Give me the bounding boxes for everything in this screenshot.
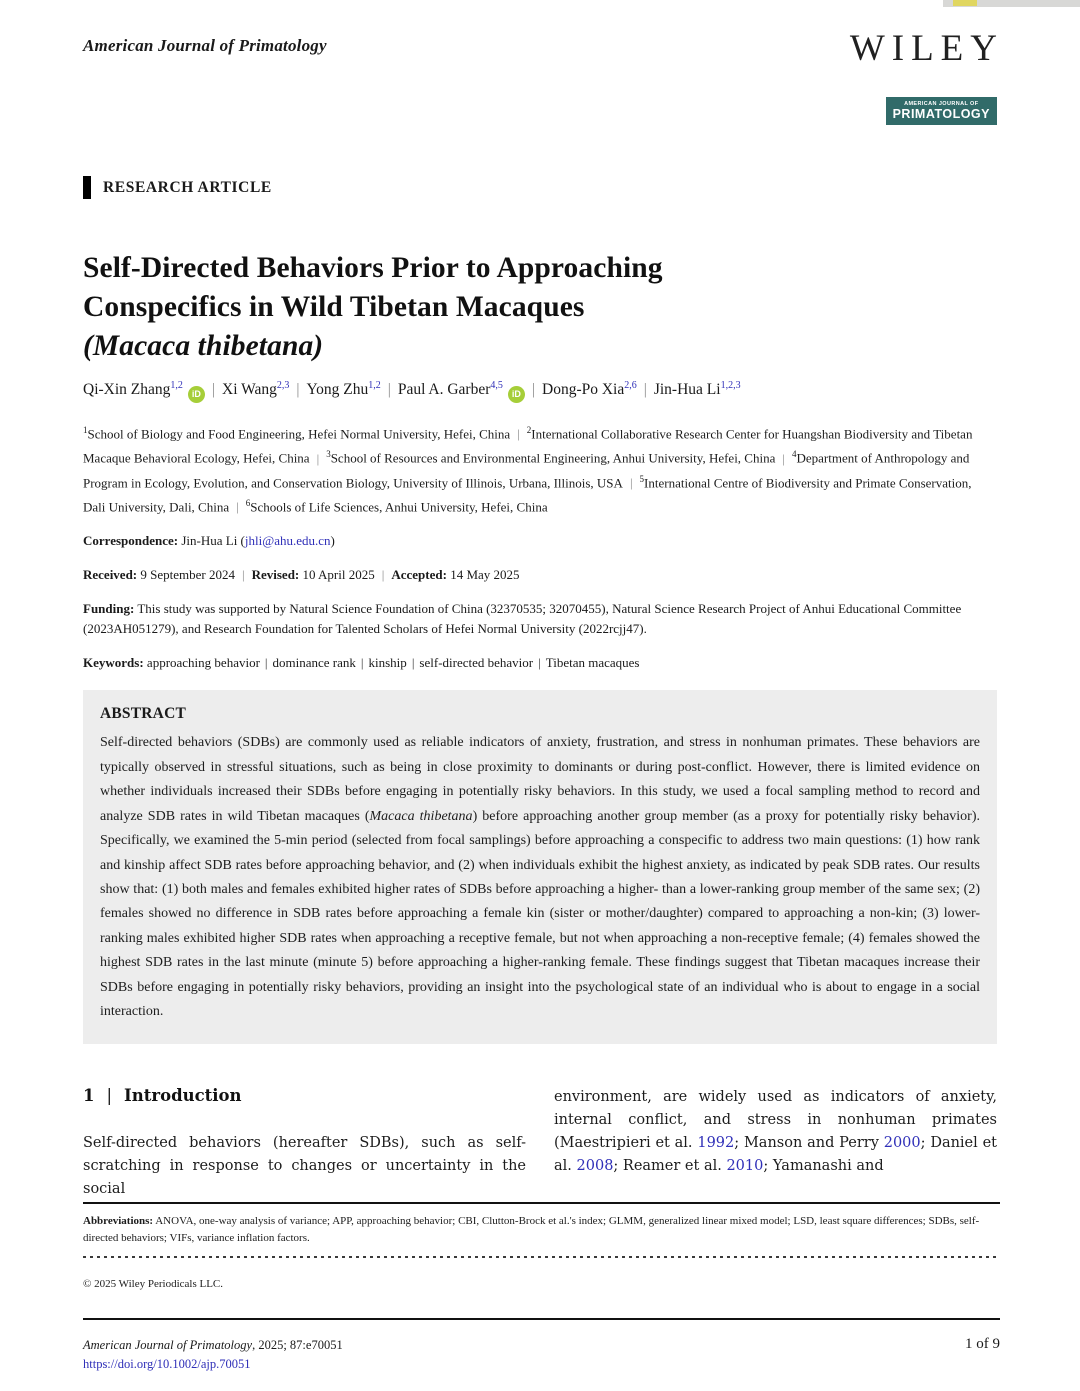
separator-pipe: | — [782, 450, 785, 466]
date-value: 14 May 2025 — [446, 567, 520, 583]
abbreviations-block — [83, 1202, 1000, 1258]
date-value: 9 September 2024 — [137, 567, 235, 583]
author-affiliation-sup: 4,5 — [490, 380, 503, 391]
intro-left-paragraph: Self-directed behaviors (hereafter SDBs), such as self-scratching in response to changes or uncertainty in the social — [83, 1135, 526, 1198]
affiliation-text: School of Biology and Food Engineering, Hefei Normal University, Hefei, China — [87, 426, 511, 442]
title-line1: Self-Directed Behaviors Prior to Approaching — [83, 252, 663, 284]
citation-line — [83, 1336, 343, 1374]
abstract-heading: ABSTRACT — [100, 705, 187, 723]
affiliation-text: International Collaborative Research Center for Huangshan Biodiversity and Tibetan Macaque Behavioral Ecology, Hefei, China — [83, 426, 973, 466]
abbreviations-text: Abbreviations: ANOVA, one-way analysis of variance; APP, approaching behavior; CBI, Clutton-Brock et al.'s index; GLMM, generalized linear mixed model; LSD, least square differences; SDBs, self-directed behaviors; VIFs, variance inflation factors. — [83, 1215, 980, 1244]
author-affiliation-sup: 1,2,3 — [720, 380, 741, 391]
affiliation-text: Schools of Life Sciences, Anhui University, Hefei, China — [250, 499, 548, 515]
separator-pipe: | — [241, 567, 245, 583]
abbreviations-label: Abbreviations: — [83, 1215, 154, 1227]
keyword: approaching behavior — [146, 655, 260, 671]
separator-pipe: | — [629, 475, 633, 491]
author-affiliation-sup: 2,3 — [276, 380, 290, 391]
badge-line2: PRIMATOLOGY — [892, 107, 990, 121]
author-name: Paul A. Garber — [397, 381, 491, 399]
copyright-line: © 2025 Wiley Periodicals LLC. — [83, 1278, 223, 1290]
separator-pipe: | — [316, 450, 320, 466]
intro-text-segment: ; Reamer et al. — [613, 1158, 727, 1175]
affiliation-number: 1 — [83, 425, 88, 436]
citation-link[interactable]: 2000 — [883, 1135, 921, 1152]
article-type-label: RESEARCH ARTICLE — [103, 178, 272, 196]
separator-pipe: | — [411, 655, 415, 671]
separator-pipe: | — [264, 655, 268, 671]
author-name: Dong-Po Xia — [542, 381, 625, 399]
date-label: Received: — [83, 567, 138, 583]
title-species: (Macaca thibetana) — [83, 330, 324, 362]
separator-pipe: | — [236, 499, 239, 515]
affiliation-number: 6 — [245, 498, 251, 509]
affiliation-text: School of Resources and Environmental Engineering, Anhui University, Hefei, China — [330, 450, 776, 466]
separator-pipe: | — [531, 381, 535, 399]
intro-columns — [83, 1086, 997, 1201]
keyword: dominance rank — [272, 655, 356, 671]
email-link[interactable]: jhli@ahu.edu.cn — [244, 533, 331, 549]
citation-link[interactable]: 2008 — [576, 1158, 614, 1175]
affiliation-number: 5 — [639, 473, 645, 484]
highlight-chip — [953, 0, 977, 6]
separator-pipe: | — [381, 567, 385, 583]
section-heading — [83, 1086, 526, 1105]
history-dates — [83, 565, 997, 585]
section-title: Introduction — [124, 1086, 242, 1106]
separator-pipe: | — [211, 381, 215, 399]
separator-pipe: | — [387, 381, 391, 399]
abstract-post: ) before approaching another group member (as a proxy for potentially risky behavior). Specifically, we examined the 5-min period (selected from focal samplings) before approaching a conspecific to address two main questions: (1) how rank and kinship affect SDB rates before approaching behavior, and (2) when individuals exhibit the highest anxiety, as indicated by peak SDB rates. Our results show that: (1) both males and females exhibited higher rates of SDBs before approaching a higher- than a lower-ranking group member of the same sex; (2) females showed no difference in SDB rates before approaching a female kin (sister or mother/daughter) compared to approaching a non-kin; (3) lower-ranking males exhibited higher SDB rates when approaching a receptive female, but not when approaching a non-receptive female; (4) females showed the highest SDB rates in the last minute (minute 5) before approaching a higher-ranking female. These findings suggest that Tibetan macaques increase their SDBs before engaging in potentially risky behaviors, providing an insight into the psychological state of an individual who is about to engage in a social interaction. — [100, 808, 980, 1019]
footer-citation-rest: , 2025; 87:e70051 — [252, 1338, 343, 1352]
orcid-icon[interactable]: iD — [508, 386, 525, 403]
dotted-divider — [83, 1256, 1000, 1258]
funding-text: This study was supported by Natural Science Foundation of China (32370535; 32070455), Natural Science Research Project of Anhui Educational Committee (2023AH051279), and Research Foundation for Talented Scholars of Hefei Normal University (2022rcjj47). — [83, 601, 962, 637]
separator-pipe: | — [643, 381, 647, 399]
journal-name: American Journal of Primatology — [83, 36, 327, 55]
keywords-label: Keywords: — [83, 655, 144, 671]
keyword: Tibetan macaques — [545, 655, 640, 671]
article-title — [83, 249, 997, 366]
correspondence-post: ) — [330, 533, 335, 549]
footer-journal-name: American Journal of Primatology — [83, 1338, 253, 1352]
article-type — [83, 176, 997, 199]
author-name: Jin-Hua Li — [653, 381, 721, 399]
section-separator: | — [106, 1086, 113, 1106]
wiley-logo: WILEY — [849, 28, 1004, 69]
author-affiliation-sup: 1,2 — [170, 380, 183, 391]
abstract-text — [100, 731, 980, 1024]
section-number: 1 — [83, 1086, 95, 1106]
badge-line1: AMERICAN JOURNAL OF — [904, 101, 979, 107]
keywords — [83, 653, 997, 673]
affiliation-number: 2 — [526, 425, 532, 436]
orcid-icon[interactable]: iD — [188, 386, 205, 403]
intro-text-segment: ; Yamanashi and — [763, 1158, 884, 1175]
intro-right-paragraph — [554, 1086, 997, 1178]
date-value: 10 April 2025 — [299, 567, 375, 583]
page-header — [83, 28, 1004, 130]
separator-pipe: | — [538, 655, 541, 671]
doi-link[interactable]: https://doi.org/10.1002/ajp.70051 — [83, 1357, 251, 1371]
citation-link[interactable]: 2010 — [726, 1158, 764, 1175]
author-affiliation-sup: 1,2 — [368, 380, 381, 391]
author-affiliation-sup: 2,6 — [624, 380, 637, 391]
author-name: Qi-Xin Zhang — [83, 381, 171, 399]
browser-artifact — [943, 0, 1080, 7]
journal-cover-badge — [886, 97, 997, 125]
right-column — [554, 1086, 997, 1201]
correspondence-pre: Jin-Hua Li ( — [178, 533, 245, 549]
separator-pipe: | — [517, 426, 520, 442]
affiliation-number: 3 — [326, 449, 331, 460]
funding-label: Funding: — [83, 601, 135, 617]
publisher-block — [849, 28, 1004, 125]
author-name: Xi Wang — [222, 381, 277, 399]
intro-text-segment: ; Daniel et al. — [554, 1135, 997, 1175]
date-label: Revised: — [251, 567, 300, 583]
type-bar-mark — [83, 176, 91, 199]
author-list — [83, 380, 997, 403]
date-label: Accepted: — [391, 567, 447, 583]
separator-pipe: | — [296, 381, 300, 399]
intro-text-segment: environment, are widely used as indicators of anxiety, internal conflict, and stress in nonhuman primates (Maestripieri et al. — [554, 1089, 997, 1152]
funding — [83, 599, 997, 639]
author-name: Yong Zhu — [306, 381, 369, 399]
affiliation-text: Department of Anthropology and Program in Ecology, Evolution, and Conservation Biology, University of Illinois, Urbana, Illinois, USA — [83, 450, 970, 491]
keyword: kinship — [368, 655, 407, 671]
abstract-species: Macaca thibetana — [369, 808, 473, 824]
affiliations — [83, 420, 997, 517]
keyword: self-directed behavior — [419, 655, 534, 671]
left-column — [83, 1086, 526, 1201]
affiliation-number: 4 — [791, 449, 797, 460]
correspondence — [83, 531, 997, 551]
affiliation-text: International Centre of Biodiversity and Primate Conservation, Dali University, Dali, China — [83, 475, 972, 515]
page-footer — [83, 1318, 1000, 1374]
separator-pipe: | — [360, 655, 364, 671]
title-line2: Conspecifics in Wild Tibetan Macaques — [83, 291, 585, 323]
citation-link[interactable]: 1992 — [697, 1135, 735, 1152]
page-number: 1 of 9 — [965, 1336, 1000, 1352]
correspondence-label: Correspondence: — [83, 533, 179, 549]
abstract-pre: Self-directed behaviors (SDBs) are commonly used as reliable indicators of anxiety, frustration, and stress in nonhuman primates. These behaviors are typically observed in stressful situations, such as being in close proximity to dominants or during post-conflict. However, there is limited evidence on whether individuals increased their SDBs before engaging in potentially risky behaviors. In this study, we used a focal sampling method to record and analyze SDB rates in wild Tibetan macaques ( — [100, 735, 980, 824]
intro-text-segment: ; Manson and Perry — [734, 1135, 884, 1152]
abstract-box — [83, 690, 997, 1044]
